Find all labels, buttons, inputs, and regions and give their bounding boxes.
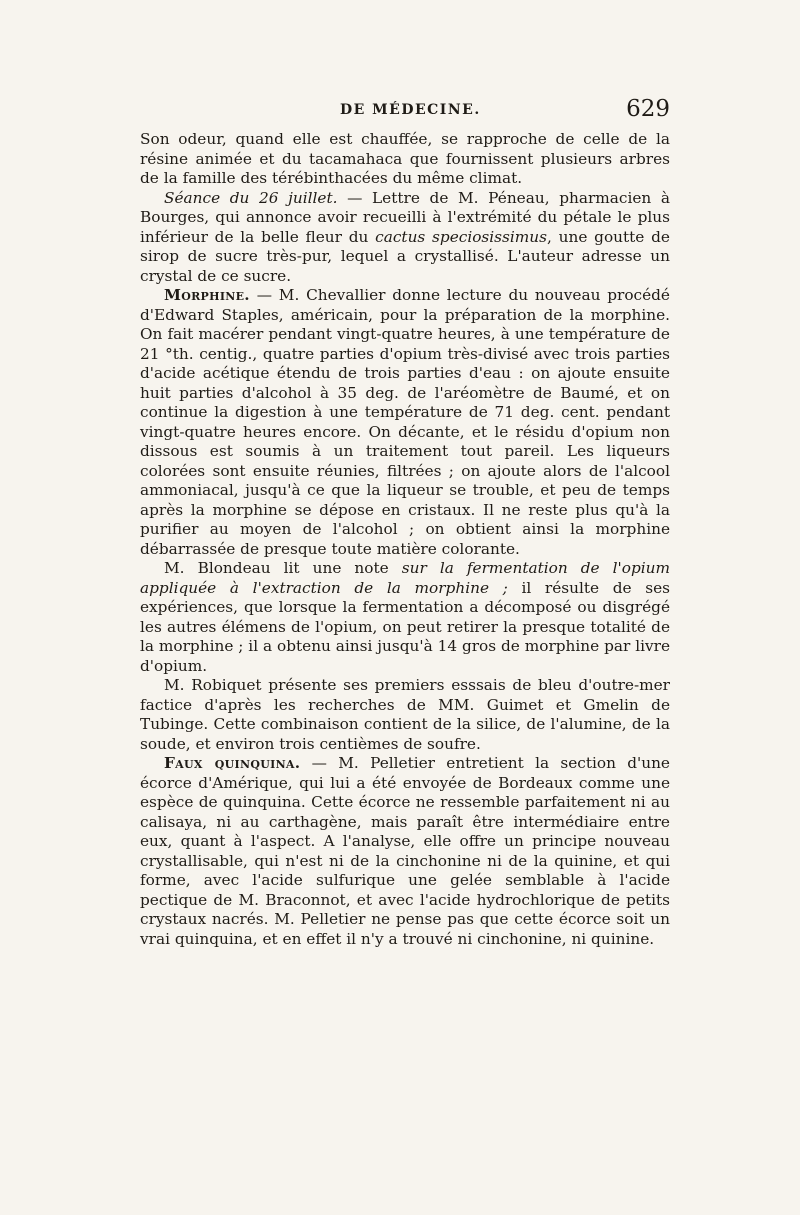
paragraph-text: — M. Pelletier entretient la section d'une écorce d'Amérique, qui lui a été envoyée de Bordeaux comme une espèce de quinquina. Cette écorce ne ressemble parfaitement ni au calisaya, ni au carthagène, mais paraît être intermédiaire entre eux, quant à l'aspect. A l'analyse, elle offre un principe nouveau crystallisable, qui n'est ni de la cinchonine ni de la quinine, et qui forme, avec l'acide sulfurique une gelée semblable à l'acide pectique de M. Braconnot, et avec l'acide hydrochlorique de petits crystaux nacrés. M. Pelletier ne pense pas que cette écorce soit un vrai quinquina, et en effet il n'y a trouvé ni cinchonine, ni quinine. — [140, 754, 670, 948]
paragraph-morphine — [140, 286, 670, 559]
paragraph-text: M. Blondeau lit une note — [164, 559, 402, 577]
paragraph-text: M. Robiquet présente ses premiers esssais de bleu d'outre-mer factice d'après les recherches de MM. Guimet et Gmelin de Tubinge. Cette combinaison contient de la silice, de l'alumine, de la soude, et environ trois centièmes de soufre. — [140, 676, 670, 753]
session-date: Séance du 26 juillet. — [164, 188, 338, 207]
paragraph-robiquet — [140, 676, 670, 754]
running-head — [140, 96, 670, 132]
section-heading-faux-quinquina: Faux quinquina. — [164, 754, 301, 772]
paragraph-text: il résulte de ses expériences, que lorsque la fermentation a décomposé ou disgrégé les autres élémens de l'opium, on peut retirer la presque totalité de la morphine ; il a obtenu ainsi jusqu'à 14 gros de morphine par livre d'opium. — [140, 578, 670, 675]
paragraph-text: — M. Chevallier donne lecture du nouveau procédé d'Edward Staples, américain, pour la préparation de la morphine. On fait macérer pendant vingt-quatre heures, à une température de 21 °th. centig., quatre parties d'opium très-divisé avec trois parties d'acide acétique étendu de trois parties d'eau : on ajoute ensuite huit parties d'alcohol à 35 deg. de l'aréomètre de Baumé, et on continue la digestion à une température de 71 deg. cent. pendant vingt-quatre heures encore. On décante, et le résidu d'opium non dissous est soumis à un traitement tout pareil. Les liqueurs colorées sont ensuite réunies, filtrées ; on ajoute alors de l'alcool ammoniacal, jusqu'à ce que la liqueur se trouble, et peu de temps après la morphine se dépose en cristaux. Il ne reste plus qu'à la purifier au moyen de l'alcohol ; on obtient ainsi la morphine débarrassée de presque toute matière colorante. — [140, 286, 670, 558]
paragraph-text: Son odeur, quand elle est chauffée, se rapproche de celle de la résine animée et du tacamahaca que fournissent plusieurs arbres de la famille des térébinthacées du même climat. — [140, 130, 670, 187]
paragraph-odeur — [140, 130, 670, 189]
paragraph-faux-quinquina — [140, 754, 670, 949]
note-title: sur la fermentation de l'opium appliquée à l'extraction de la morphine ; — [140, 559, 670, 597]
running-title: DE MÉDECINE. — [340, 102, 481, 118]
page-number: 629 — [626, 96, 670, 122]
section-heading-morphine: Morphine. — [164, 286, 250, 304]
body-text — [140, 130, 670, 949]
paragraph-text: — Lettre de M. Péneau, pharmacien à Bourges, qui annonce avoir recueilli à l'extrémité du pétale le plus inférieur de la belle fleur du — [140, 188, 671, 246]
paragraph-text: , une goutte de sirop de sucre très-pur, lequel a crystallisé. L'auteur adresse un crystal de ce sucre. — [140, 227, 670, 285]
species-name: cactus speciosissimus — [375, 227, 547, 246]
paragraph-blondeau — [140, 559, 670, 676]
paragraph-seance — [140, 189, 670, 287]
